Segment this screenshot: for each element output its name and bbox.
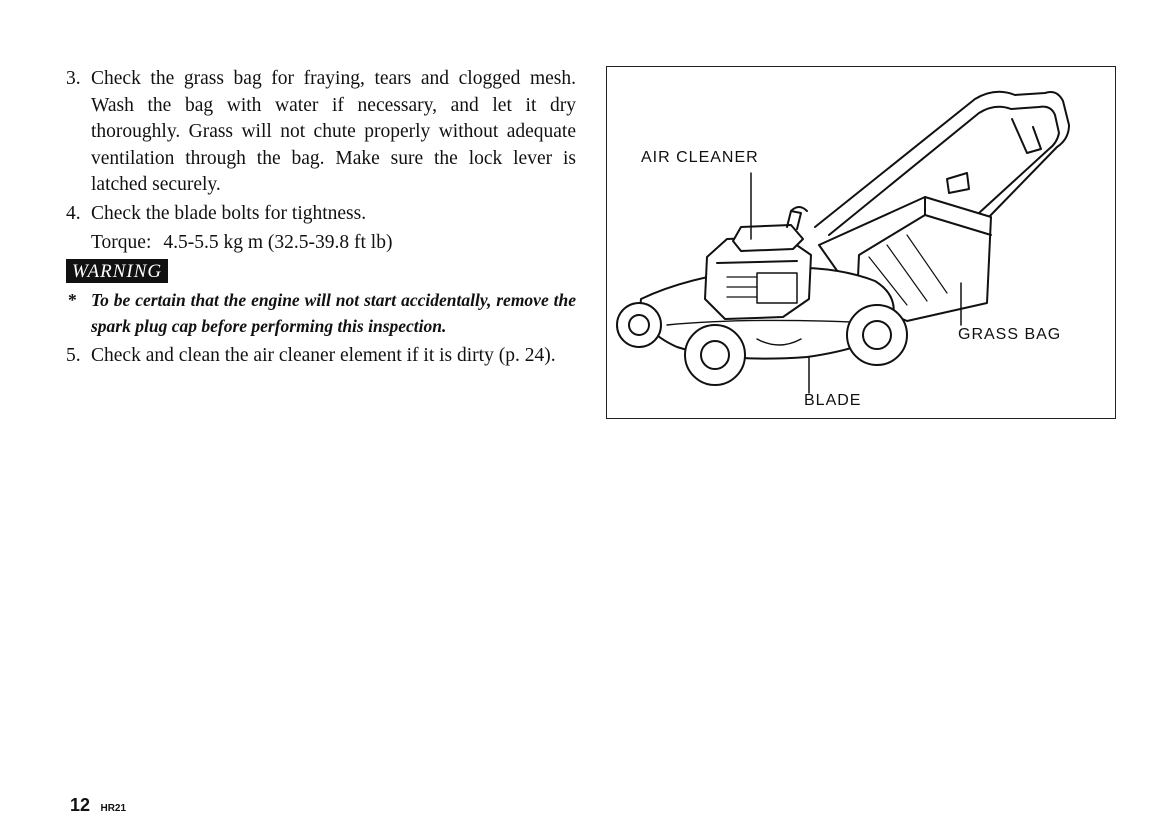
warning-text-block xyxy=(66,287,576,339)
torque-spec xyxy=(66,229,576,257)
lawn-mower-figure xyxy=(606,66,1116,419)
torque-value: 4.5-5.5 kg m (32.5-39.8 ft lb) xyxy=(163,232,393,253)
air-cleaner-label: AIR CLEANER xyxy=(641,149,759,166)
item-text: Check the grass bag for fraying, tears and clogged mesh. Wash the bag with water if necessary, and let it dry thoroughly. Grass will not chute properly without adequate ventilation through the bag. Make sure the lock lever is latched securely. xyxy=(91,68,576,195)
torque-label: Torque: xyxy=(91,232,152,253)
instruction-item-4 xyxy=(66,201,576,228)
instruction-item-3 xyxy=(66,66,576,199)
warning-bullet: * xyxy=(68,290,77,310)
warning-text: To be certain that the engine will not start accidentally, remove the spark plug cap before performing this inspection. xyxy=(91,290,576,336)
blade-label: BLADE xyxy=(804,392,862,409)
grass-bag-label: GRASS BAG xyxy=(958,326,1062,343)
model-code: HR21 xyxy=(100,803,127,814)
item-number: 4. xyxy=(66,202,81,224)
instruction-item-5 xyxy=(66,343,576,370)
item-text: Check the blade bolts for tightness. xyxy=(91,202,367,224)
instructions-column xyxy=(66,66,576,372)
lawn-mower-illustration xyxy=(607,67,1115,418)
page-footer xyxy=(70,795,126,816)
item-number: 3. xyxy=(66,68,81,89)
item-number: 5. xyxy=(66,345,81,366)
warning-badge: WARNING xyxy=(66,259,168,283)
item-text: Check and clean the air cleaner element if it is dirty (p. 24). xyxy=(91,345,556,366)
page-number: 12 xyxy=(70,795,91,815)
